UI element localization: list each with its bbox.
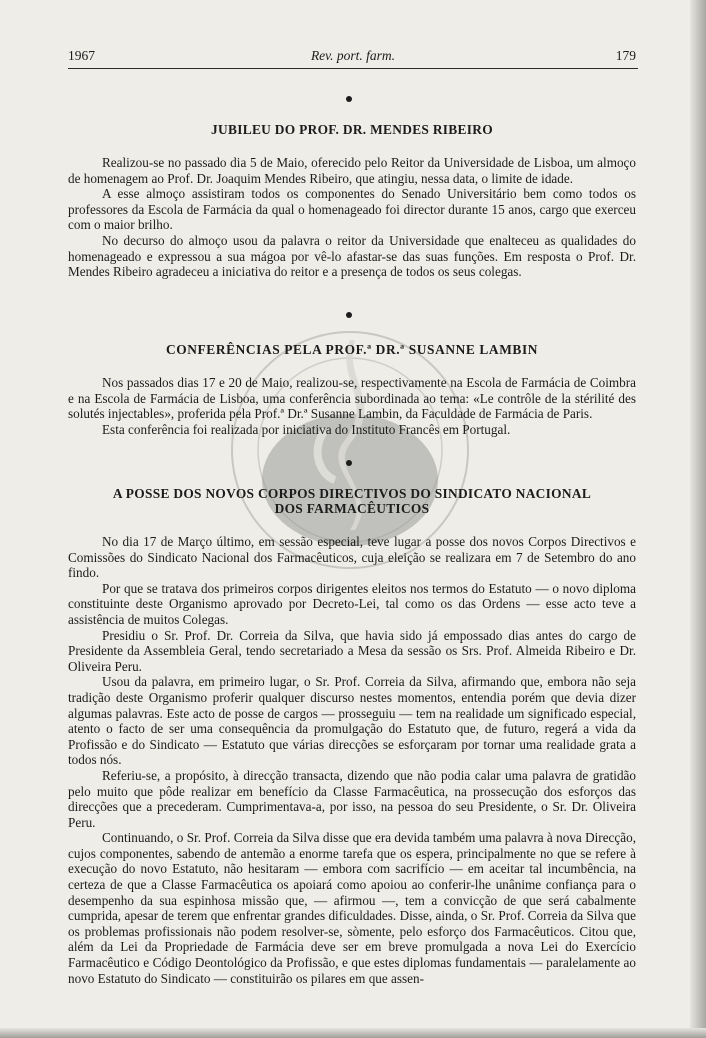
article-title: A POSSE DOS NOVOS CORPOS DIRECTIVOS DO SINDICATO NACIONAL DOS FARMACÊUTICOS [112,486,592,516]
article-title: CONFERÊNCIAS PELA PROF.ª DR.ª SUSANNE LAMBIN [165,342,539,357]
article-paragraph: Continuando, o Sr. Prof. Correia da Silva disse que era devida também uma palavra à nova Direcção, cujos componentes, sabendo de antemão a enorme tarefa que os espera, principalmente no que se refere à execução do novo Estatuto, não hesitaram — embora com sacrifício — em aceitar tal incumbência, na certeza de que a Classe Farmacêutica os apoiará como apoiou ao conferir-lhe unânime confiança para o desempenho da sua espinhosa missão que, — afirmou —, tem a convicção de que será cabalmente cumprida, apesar de terem que enfrentar grandes dificuldades. Disse, ainda, o Sr. Prof. Correia da Silva que os problemas profissionais não podem resolver-se, sòmente, pelo esforço dos Farmacêuticos. Citou que, além da Lei da Propriedade de Farmácia deve ser em breve promulgada a nova Lei do Exercício Farmacêutico e Código Deontológico da Profissão, e que estes diplomas fundamentais — paralelamente ao novo Estatuto do Sindicato — constituirão os pilares em que assen- [68,830,636,986]
article-paragraph: Realizou-se no passado dia 5 de Maio, oferecido pelo Reitor da Universidade de Lisboa, um almoço de homenagem ao Prof. Dr. Joaquim Mendes Ribeiro, que atingiu, nessa data, o limite de idade. [68,155,636,186]
article-paragraph: Por que se tratava dos primeiros corpos dirigentes eleitos nos termos do Estatuto — o novo diploma constituinte deste Organismo aprovado por Decreto-Lei, tal como os das Ordens — esse acto teve a assistência de muitos Colegas. [68,580,636,627]
article-paragraph: A esse almoço assistiram todos os componentes do Senado Universitário bem como todos os professores da Escola de Farmácia da qual o homenageado foi director durante 15 anos, cargo que exerceu com o maior brilho. [68,186,636,233]
page-edge-shadow [690,0,706,1038]
article-paragraph: Nos passados dias 17 e 20 de Maio, realizou-se, respectivamente na Escola de Farmácia de Coimbra e na Escola de Farmácia de Lisboa, uma conferência subordinada ao tema: «Le contrôle de la stérilité des solutés injectables», proferida pela Prof.ª Dr.ª Susanne Lambin, da Faculdade de Farmácia de Paris. [68,375,636,422]
article-title: JUBILEU DO PROF. DR. MENDES RIBEIRO [211,122,493,137]
page-edge-shadow [0,1028,706,1038]
article-posse-sindicato [68,486,636,986]
section-separator-dot [346,312,352,318]
article-paragraph: Usou da palavra, em primeiro lugar, o Sr. Prof. Correia da Silva, afirmando que, embora não seja tradição deste Organismo proferir qualquer discurso nestes momentos, entendia porém que devia dizer algumas palavras. Este acto de posse de cargos — prosseguiu — tem na realidade um significado especial, atento o facto de ser uma consequência da promulgação do Estatuto que, de futuro, regerá a vida da Profissão e do Sindicato — Estatuto que várias direcções se esforçaram por tornar uma realidade grata a todos nós. [68,674,636,768]
running-header [68,48,638,69]
article-paragraph: Referiu-se, a propósito, à direcção transacta, dizendo que não podia calar uma palavra de gratidão pelo muito que pôde realizar em benefício da Classe Farmacêutica, na prossecução dos esforços das direcções que a precederam. Cumprimentava-a, por isso, na pessoa do seu Presidente, o Sr. Dr. Oliveira Peru. [68,767,636,830]
article-conferencias [68,342,636,437]
article-paragraph: Esta conferência foi realizada por iniciativa do Instituto Francês em Portugal. [102,421,511,437]
article-paragraph: No decurso do almoço usou da palavra o reitor da Universidade que enalteceu as qualidades do homenageado e expressou a sua mágoa por vê-lo afastar-se das suas funções. Em resposta o Prof. Dr. Mendes Ribeiro agradeceu a iniciativa do reitor e a presença de todos os seus colegas. [68,232,636,280]
section-separator-dot [346,460,352,466]
section-separator-dot [346,96,352,102]
header-page-number: 179 [615,48,636,63]
header-journal-title: Rev. port. farm. [310,48,396,63]
article-paragraph: No dia 17 de Março último, em sessão especial, teve lugar a posse dos novos Corpos Directivos e Comissões do Sindicato Nacional dos Farmacêuticos, cuja eleição se realizara em 7 de Setembro do ano findo. [68,534,636,581]
article-paragraph: Presidiu o Sr. Prof. Dr. Correia da Silva, que havia sido já empossado dias antes do cargo de Presidente da Assembleia Geral, tendo secretariado a Mesa da sessão os Srs. Prof. Almeida Ribeiro e Dr. Oliveira Peru. [68,627,636,674]
article-jubileu [68,122,636,280]
header-year: 1967 [68,48,95,63]
